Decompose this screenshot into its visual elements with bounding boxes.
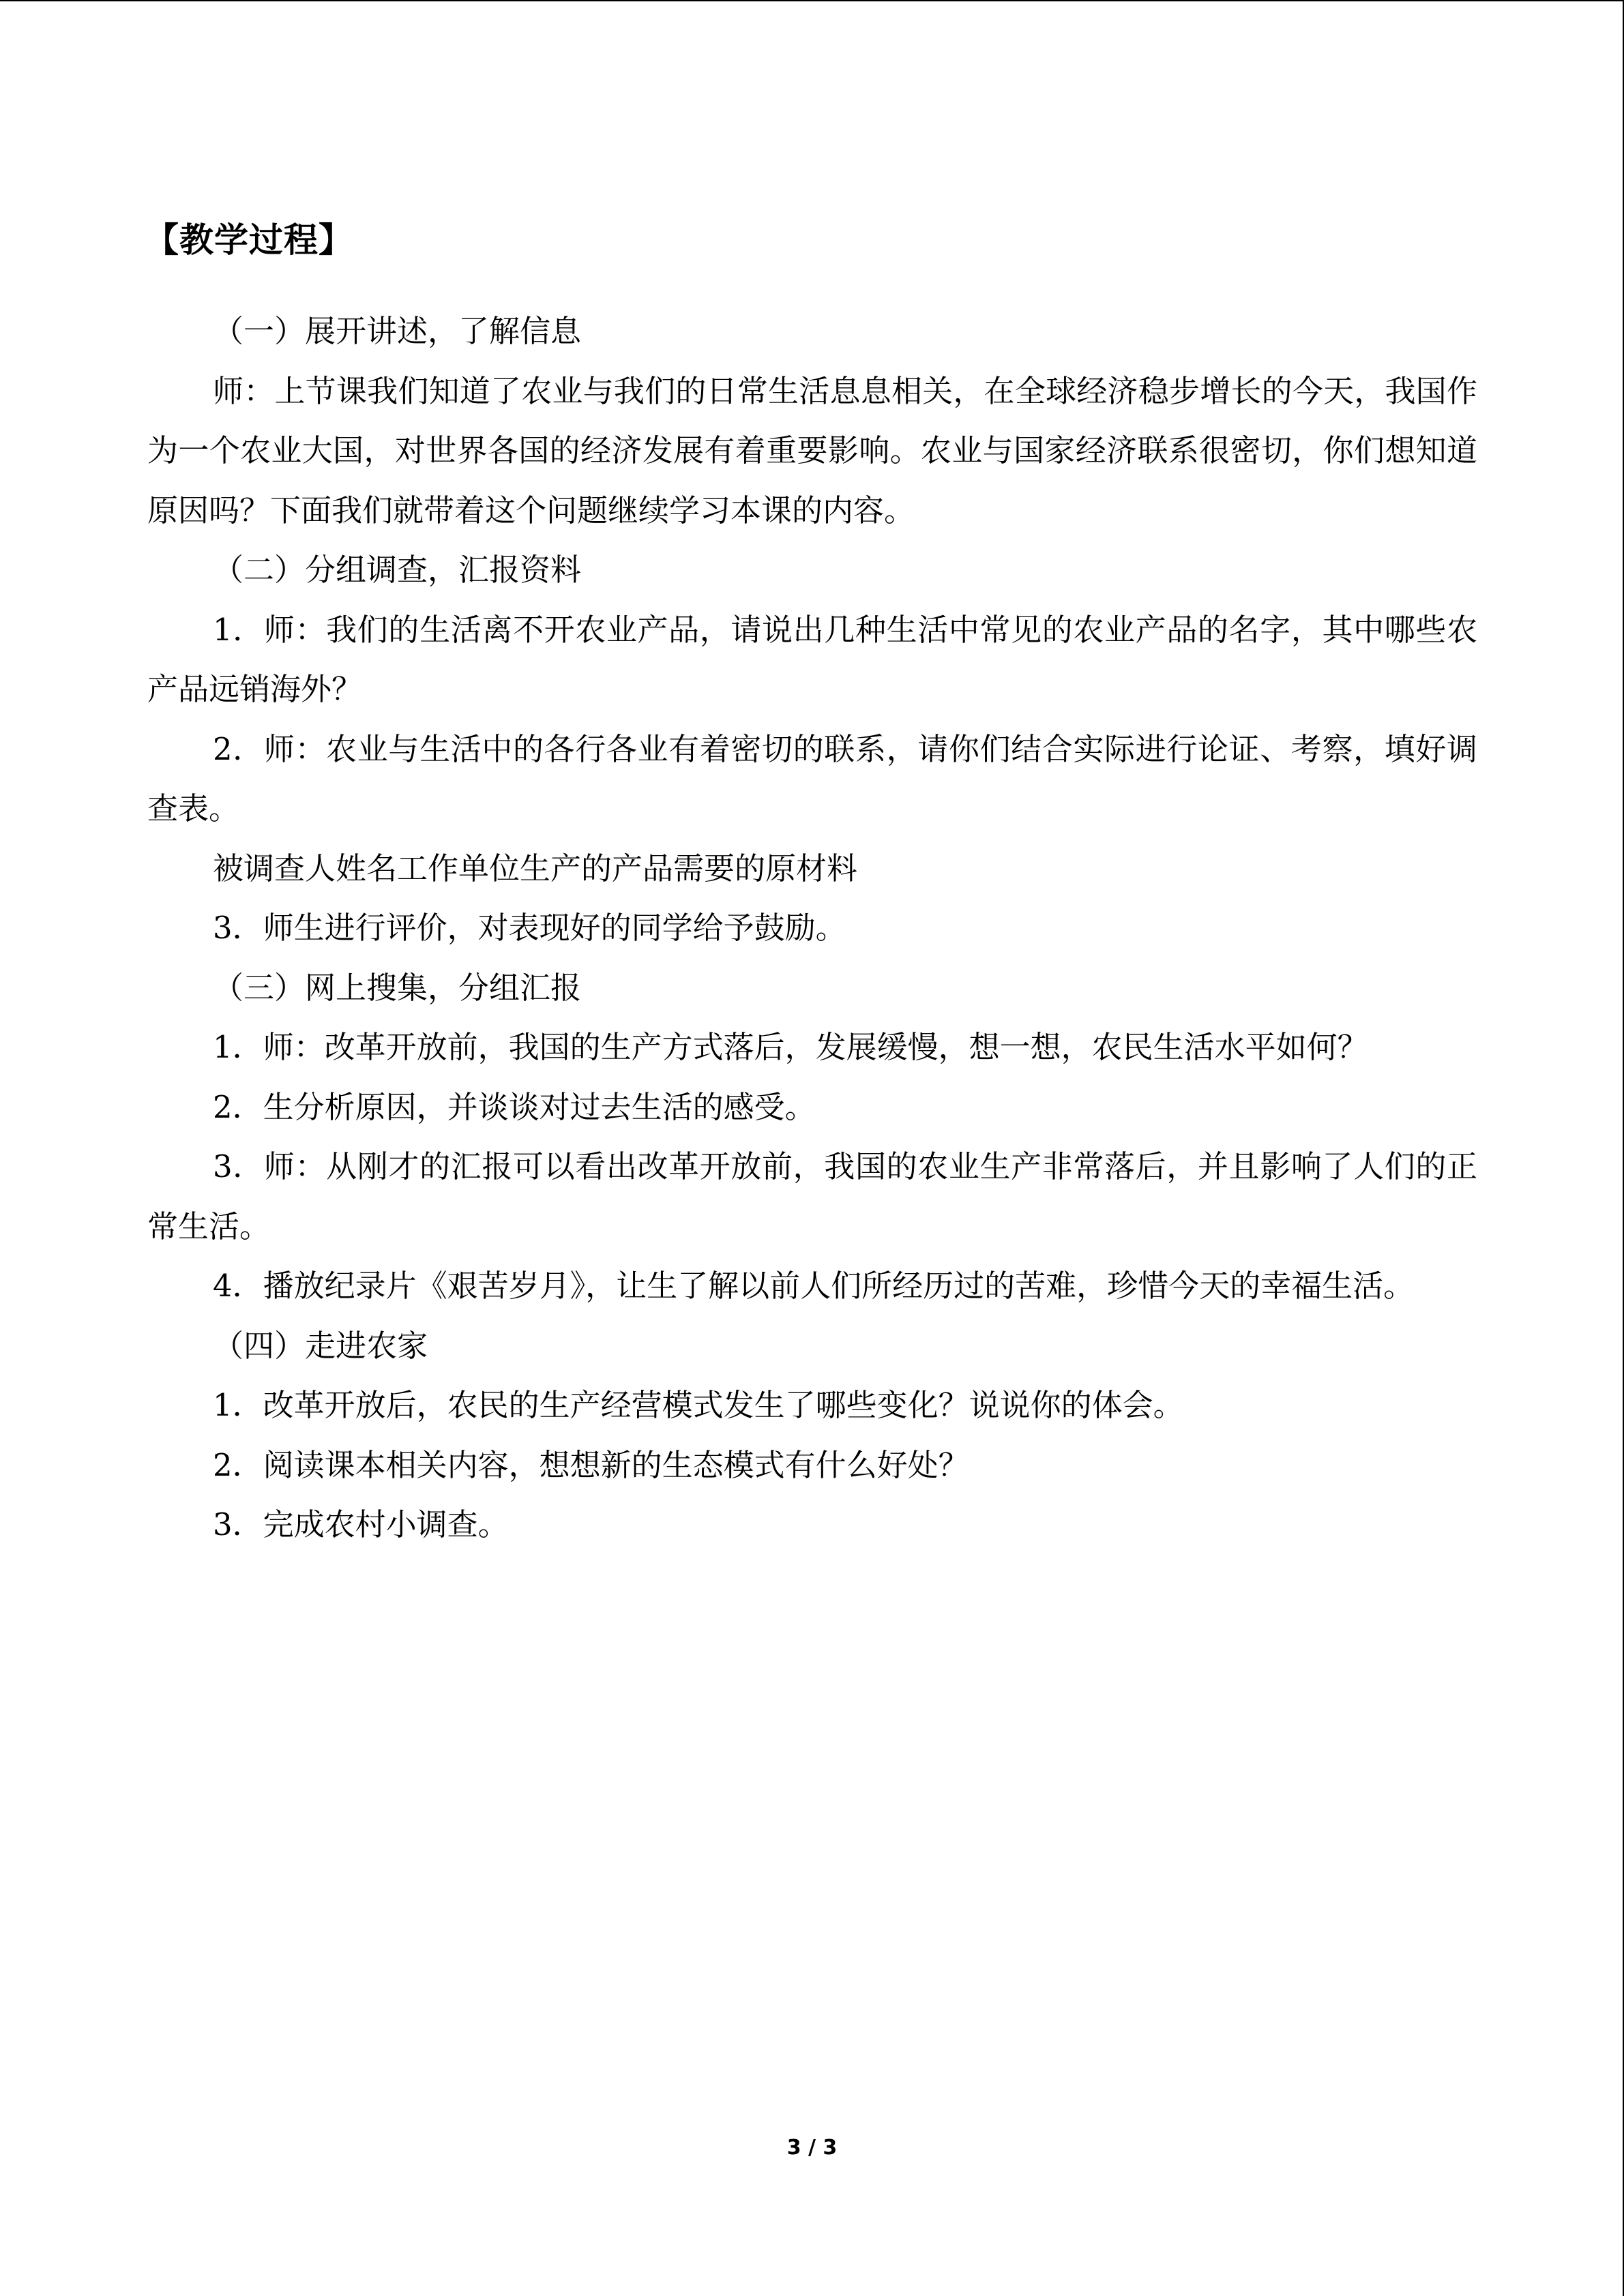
page-number: 3 / 3 [786,2136,838,2160]
paragraph: 1．师：改革开放前，我国的生产方式落后，发展缓慢，想一想，农民生活水平如何？ [213,1029,1368,1065]
paragraph: 2．生分析原因，并谈谈对过去生活的感受。 [213,1088,816,1125]
body-text [147,301,1477,1555]
paragraph: 4．播放纪录片《艰苦岁月》，让生了解以前人们所经历过的苦难，珍惜今天的幸福生活。 [213,1268,1415,1304]
paragraph: 3．完成农村小调查。 [213,1506,509,1542]
paragraph: 2．师：农业与生活中的各行各业有着密切的联系，请你们结合实际进行论证、考察，填好调查表。 [147,730,1477,826]
subsection-heading-3: （三）网上搜集，分组汇报 [213,969,582,1006]
paragraph: 1．改革开放后，农民的生产经营模式发生了哪些变化？说说你的体会。 [213,1387,1184,1423]
subsection-heading-2: （二）分组调查，汇报资料 [213,552,582,588]
paragraph: 师：上节课我们知道了农业与我们的日常生活息息相关，在全球经济稳步增长的今天，我国作为一个农业大国，对世界各国的经济发展有着重要影响。农业与国家经济联系很密切，你们想知道原因吗？下面我们就带着这个问题继续学习本课的内容。 [147,372,1477,528]
paragraph: 1．师：我们的生活离不开农业产品，请说出几种生活中常见的农业产品的名字，其中哪些农产品远销海外？ [147,611,1477,707]
subsection-heading-1: （一）展开讲述，了解信息 [213,313,582,349]
paragraph: 3．师：从刚才的汇报可以看出改革开放前，我国的农业生产非常落后，并且影响了人们的正常生活。 [147,1148,1477,1244]
paragraph: 3．师生进行评价，对表现好的同学给予鼓励。 [213,910,846,946]
survey-table-header: 被调查人姓名工作单位生产的产品需要的原材料 [213,850,858,886]
section-heading: 【教学过程】 [145,220,353,260]
paragraph: 2．阅读课本相关内容，想想新的生态模式有什么好处？ [213,1446,969,1483]
subsection-heading-4: （四）走进农家 [213,1327,428,1364]
